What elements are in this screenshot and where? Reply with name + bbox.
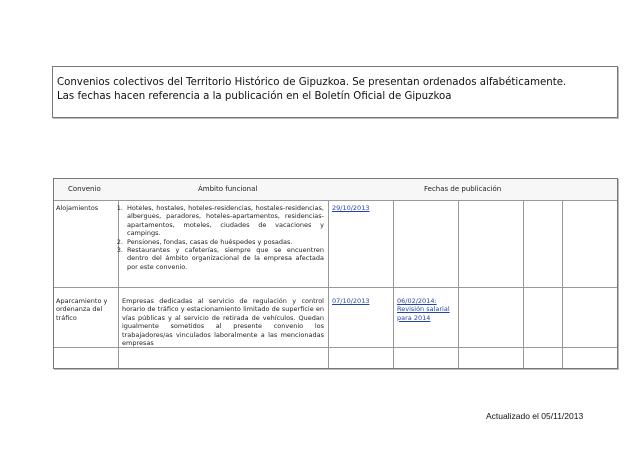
header-convenio: Convenio <box>68 185 101 193</box>
col-divider <box>393 200 394 368</box>
intro-box <box>52 66 618 118</box>
header-ambito: Ámbito funcional <box>198 185 258 193</box>
header-fechas: Fechas de publicación <box>424 185 502 193</box>
table-row-convenio: Aparcamiento y ordenanza del tráfico <box>56 297 108 322</box>
fecha-link[interactable]: 07/10/2013 <box>332 297 370 305</box>
ambito-text: Empresas dedicadas al servicio de regulación y control horario de tráfico y estacionamiento limitado de superficie en vías públicas y al servicio de retirada de vehículos. Quedan igualmente sometidos al presente convenio los trabajadores/as vinculados laboralmente a las mencionadas empresas <box>122 297 324 348</box>
col-divider <box>458 200 459 368</box>
fecha-link[interactable]: 29/10/2013 <box>332 204 370 212</box>
row-divider <box>54 287 617 288</box>
table-row-convenio: Alojamientos <box>56 204 99 212</box>
col-divider <box>562 200 563 368</box>
fecha-revision-link[interactable]: 06/02/2014: Revisión salarial para 2014 <box>397 297 450 322</box>
table-header <box>54 179 617 201</box>
list-item: 3. Restaurantes y cafeterías, siempre que se encuentren dentro del ámbito organizacional de la empresa afectada por este convenio. <box>125 246 324 271</box>
col-divider <box>328 200 329 368</box>
list-item: 2. Pensiones, fondas, casas de huéspedes y posadas. <box>125 238 324 246</box>
col-divider <box>523 200 524 368</box>
intro-line-2: Las fechas hacen referencia a la publicación en el Boletín Oficial de Gipuzkoa <box>57 91 452 102</box>
list-item: 1. Hoteles, hostales, hoteles-residencias, hostales-residencias, albergues, paradores, hoteles-apartamentos, residencias-apartamentos, moteles, ciudades de vacaciones y campings. <box>125 204 324 238</box>
intro-line-1: Convenios colectivos del Territorio Histórico de Gipuzkoa. Se presentan ordenados alfabéticamente. <box>57 77 567 88</box>
updated-note: Actualizado el 05/11/2013 <box>486 411 584 421</box>
ambito-list <box>112 204 324 271</box>
convenios-table <box>53 178 618 369</box>
